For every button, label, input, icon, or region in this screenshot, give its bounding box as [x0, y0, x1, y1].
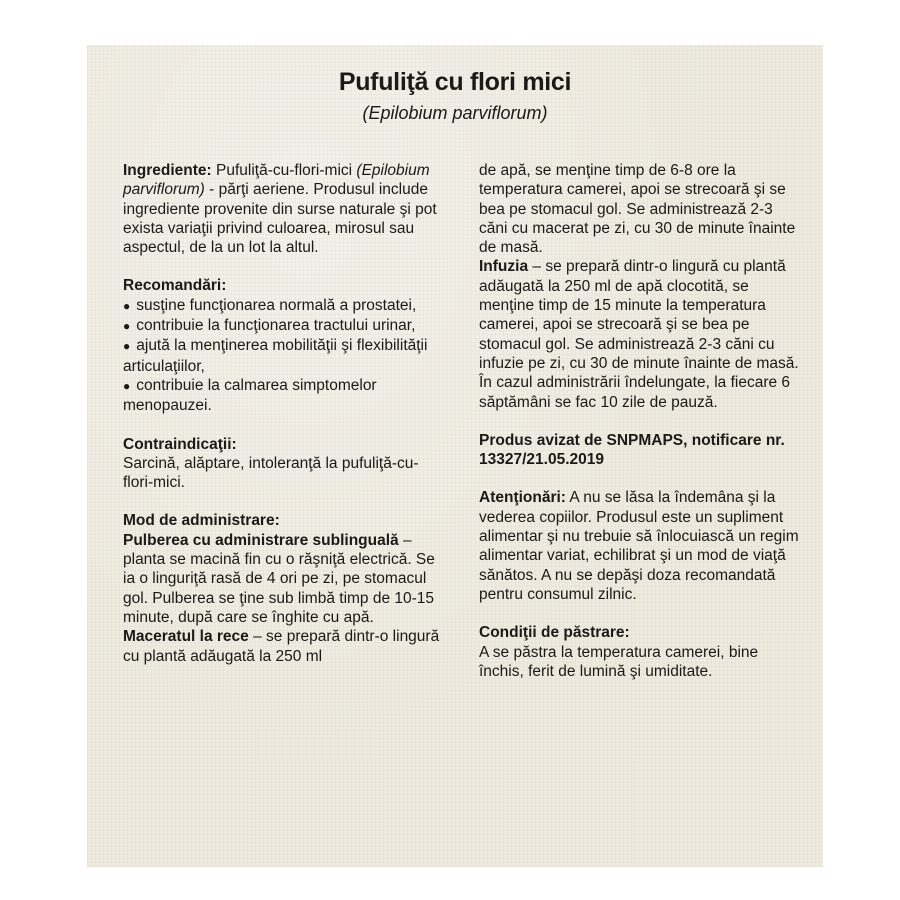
ingredients-section [123, 161, 448, 257]
recommendation-item: ● contribuie la calmarea simptomelor menopauzei. [123, 376, 448, 416]
storage-heading: Condiţii de păstrare: [479, 624, 630, 642]
product-latin-name: (Epilobium parviflorum) [362, 103, 548, 123]
maceration-section [123, 627, 448, 666]
warnings-section [479, 488, 799, 604]
product-label [87, 45, 823, 867]
contraindications-heading: Contraindicaţii: [123, 435, 237, 453]
ingredients-heading: Ingrediente: [123, 162, 212, 179]
long-use-note: În cazul administrării îndelungate, la fiecare 6 săptămâni se fac 10 zile de pauză. [479, 374, 791, 411]
left-column [123, 161, 448, 666]
maceration-continued: de apă, se menţine timp de 6-8 ore la temperatura camerei, apoi se strecoară şi se bea pe stomacul gol. Se administrează 2-3 căni cu macerat pe zi, cu 30 de minute înainte de masă. [479, 162, 796, 257]
approval-notice: Produs avizat de SNPMAPS, notificare nr. 13327/21.05.2019 [479, 431, 785, 469]
maceration-text: – se prepară dintr-o lingură cu plantă adăugată la 250 ml [123, 628, 440, 665]
contraindications-text: Sarcină, alăptare, intoleranţă la pufuliţă-cu-flori-mici. [123, 454, 419, 492]
ingredients-latin: (Epilobium parviflorum) [123, 162, 430, 199]
infusion-text: – se prepară dintr-o lingură cu plantă adăugată la 250 ml de apă clocotită, se menţine timp de 15 minute la temperatura camerei, apoi se strecoară şi se bea pe stomacul gol. Se administrează 2-3 căni cu infuzie pe zi, cu 30 de minute înainte de masă. [479, 258, 799, 372]
ingredients-text-2: - părţi aeriene. Produsul include ingrediente provenite din surse naturale şi pot exista variaţii privind culoarea, mirosul sau aspectul, de la un lot la altul. [123, 181, 437, 257]
maceration-heading: Maceratul la rece [123, 628, 249, 646]
ingredients-text: Pufuliţă-cu-flori-mici [211, 162, 353, 179]
warnings-text: A nu se lăsa la îndemâna şi la vederea copiilor. Produsul este un supliment alimentar şi nu trebuie să înlocuiască un regim alimentar variat, echilibrat şi un mod de viaţă sănătos. A nu se depăşi doza recomandată pentru consumul zilnic. [479, 489, 799, 603]
administration-heading: Mod de administrare: [123, 512, 280, 530]
powder-text: – planta se macină fin cu o răşniţă electrică. Se ia o linguriţă rasă de 4 ori pe zi, pe stomacul gol. Pulberea se ţine sub limbă timp de 10-15 minute, după care se înghite cu apă. [123, 531, 435, 626]
recommendation-item: ● susţine funcţionarea normală a prostatei, [123, 296, 448, 316]
recommendation-item: ● contribuie la funcţionarea tractului urinar, [123, 316, 448, 336]
infusion-heading: Infuzia [479, 258, 529, 276]
storage-text: A se păstra la temperatura camerei, bine închis, ferit de lumină şi umiditate. [479, 643, 759, 680]
recommendation-item: ● ajută la menţinerea mobilităţii şi flexibilităţii articulaţiilor, [123, 336, 448, 376]
infusion-section [479, 257, 799, 373]
powder-heading: Pulberea cu administrare sublinguală [123, 531, 399, 549]
warnings-heading: Atenţionări: [479, 489, 566, 507]
recommendations-heading: Recomandări: [123, 277, 227, 295]
product-title: Pufuliţă cu flori mici [338, 68, 572, 96]
powder-section [123, 531, 448, 627]
right-column [479, 161, 799, 681]
